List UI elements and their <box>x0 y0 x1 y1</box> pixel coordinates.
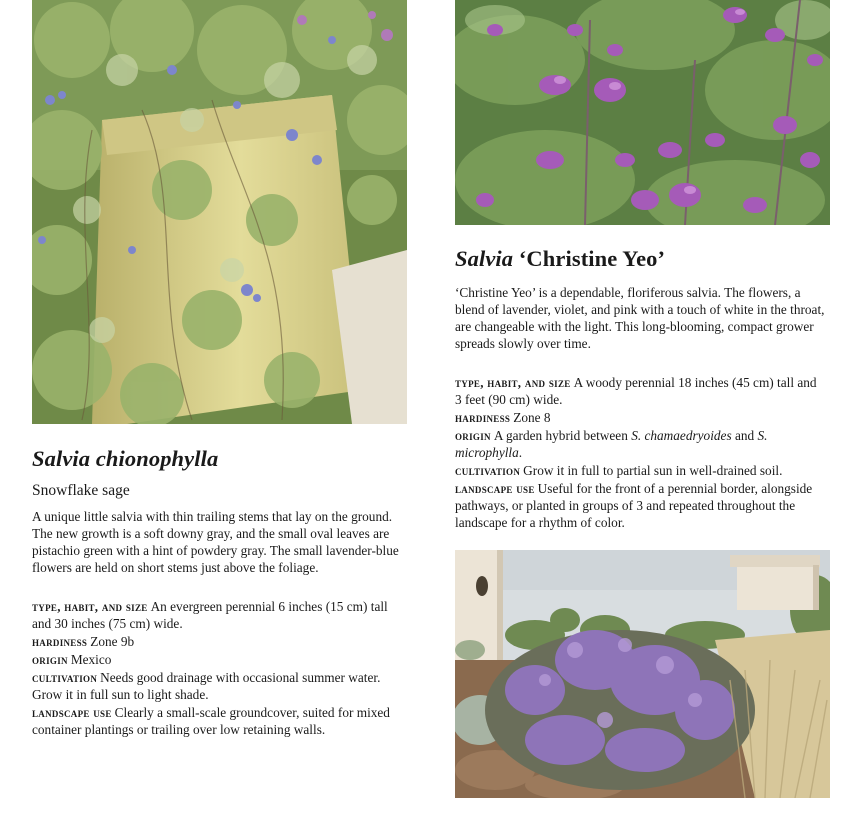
fact-label: hardiness <box>32 634 88 649</box>
plant-description: A unique little salvia with thin trailing stems that lay on the ground. The new growth is a soft downy gray, and the small oval leaves are pistachio green with a hint of powdery gray. The small lavender-blue flowers are held on short stems just above the foliage. <box>32 509 399 575</box>
fact-value: Useful for the front of a perennial border, alongside pathways, or planted in groups of 3 and repeated throughout the landscape for a rhythm of color. <box>455 481 813 530</box>
fact-value: A woody perennial 18 inches (45 cm) tall and 3 feet (90 cm) wide. <box>455 375 817 407</box>
fact-value: Grow it in full to partial sun in well-drained soil. <box>523 463 783 478</box>
fact-value: An evergreen perennial 6 inches (15 cm) tall and 30 inches (75 cm) wide. <box>32 599 388 631</box>
origin-suffix: . <box>518 445 523 460</box>
origin-species-2: S. microphylla <box>455 428 768 460</box>
fact-label: origin <box>32 652 68 667</box>
fact-cultivation <box>32 669 404 703</box>
plant-title <box>455 244 825 274</box>
entry-salvia-chionophylla <box>32 444 404 739</box>
fact-label: type, habit, and size <box>455 375 571 390</box>
title-cultivar: ‘Christine Yeo’ <box>518 246 666 271</box>
title-species: chionophylla <box>95 446 219 471</box>
plant-facts <box>32 598 404 738</box>
fact-label: cultivation <box>32 670 98 685</box>
fact-landscape-use <box>455 480 825 531</box>
fact-value: Zone 9b <box>90 634 135 649</box>
entry-salvia-christine-yeo <box>455 244 825 532</box>
salvia-chionophylla-photo <box>32 0 407 424</box>
fact-label: landscape use <box>455 481 535 496</box>
fact-label: origin <box>455 428 491 443</box>
salvia-christine-yeo-garden-photo <box>455 550 830 798</box>
fact-value: Mexico <box>70 652 112 667</box>
fact-label: hardiness <box>455 410 511 425</box>
fact-value: A garden hybrid between <box>493 428 628 443</box>
title-genus: Salvia <box>32 446 91 471</box>
origin-species-1: S. chamaedryoides <box>631 428 732 443</box>
fact-type <box>32 598 404 632</box>
fact-origin <box>455 427 825 461</box>
title-genus: Salvia <box>455 246 514 271</box>
fact-hardiness <box>455 409 825 426</box>
fact-label: cultivation <box>455 463 521 478</box>
fact-cultivation <box>455 462 825 479</box>
plant-title <box>32 444 404 474</box>
plant-facts <box>455 374 825 531</box>
fact-hardiness <box>32 633 404 650</box>
fact-value: Needs good drainage with occasional summer water. Grow it in full sun to light shade. <box>32 670 381 702</box>
fact-value: Zone 8 <box>513 410 551 425</box>
common-name: Snowflake sage <box>32 482 130 499</box>
fact-label: type, habit, and size <box>32 599 148 614</box>
fact-label: landscape use <box>32 705 112 720</box>
fact-landscape-use <box>32 704 404 738</box>
plant-description: ‘Christine Yeo’ is a dependable, floriferous salvia. The flowers, a blend of lavender, violet, and pink with a touch of white in the throat, are changeable with the light. This long-blooming, compact grower spreads slowly over time. <box>455 285 825 351</box>
origin-and: and <box>734 428 755 443</box>
fact-type <box>455 374 825 408</box>
salvia-christine-yeo-closeup-photo <box>455 0 830 225</box>
fact-value: Clearly a small-scale groundcover, suited for mixed container plantings or trailing over low retaining walls. <box>32 705 390 737</box>
fact-origin <box>32 651 404 668</box>
